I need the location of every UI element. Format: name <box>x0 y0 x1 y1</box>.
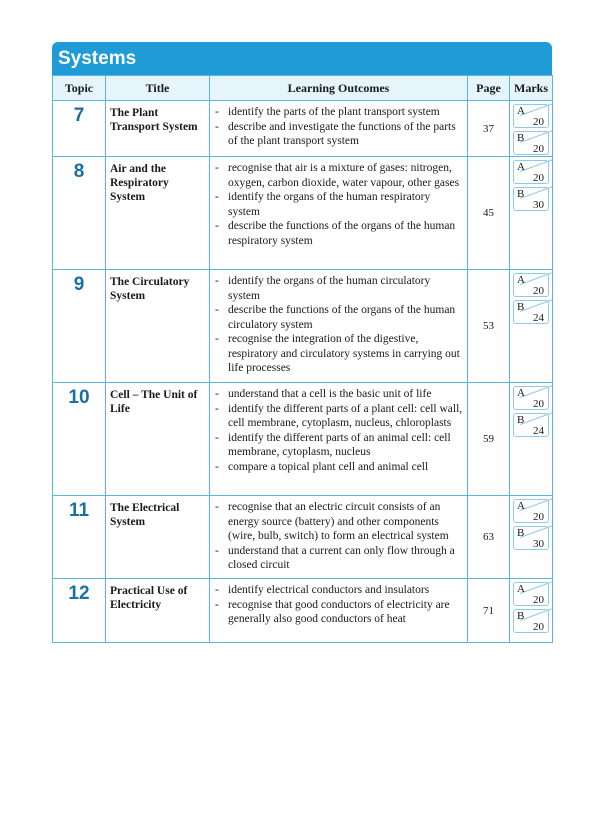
mark-box <box>513 104 549 128</box>
topic-number: 7 <box>53 101 106 157</box>
mark-divider <box>520 186 552 199</box>
mark-divider <box>520 525 552 538</box>
learning-outcomes <box>210 496 468 579</box>
mark-divider <box>520 130 552 143</box>
topic-title: The Circulatory System <box>106 270 210 383</box>
page-number: 63 <box>468 496 510 579</box>
mark-part-label: B <box>517 301 525 313</box>
marks-header: Marks <box>510 76 553 101</box>
topic-number: 10 <box>53 383 106 496</box>
topic-title: Cell – The Unit of Life <box>106 383 210 496</box>
learning-outcomes <box>210 101 468 157</box>
outcome-item: - identify the different parts of a plant cell: cell wall, cell membrane, cytoplasm, nucleus, chloroplasts <box>214 402 464 431</box>
mark-total: 20 <box>533 172 544 184</box>
page-number: 71 <box>468 579 510 643</box>
table-row <box>53 579 553 643</box>
title-header: Title <box>106 76 210 101</box>
topic-title: Practical Use of Electricity <box>106 579 210 643</box>
outcomes-list <box>214 161 464 248</box>
topic-number: 11 <box>53 496 106 579</box>
mark-part-label: A <box>517 161 525 173</box>
outcome-item: - recognise that an electric circuit consists of an energy source (battery) and other components (wire, bulb, switch) to form an electrical system <box>214 500 464 544</box>
topic-number: 8 <box>53 157 106 270</box>
mark-total: 20 <box>533 594 544 606</box>
outcome-item: - describe the functions of the organs of the human circulatory system <box>214 303 464 332</box>
outcomes-list <box>214 500 464 573</box>
outcome-item: - identify the parts of the plant transport system <box>214 105 464 120</box>
learning-outcomes <box>210 383 468 496</box>
mark-total: 20 <box>533 621 544 633</box>
mark-box <box>513 300 549 324</box>
outcomes-header: Learning Outcomes <box>210 76 468 101</box>
mark-part-label: B <box>517 527 525 539</box>
marks-cell <box>510 579 553 643</box>
table-row <box>53 383 553 496</box>
outcome-item: - identify the different parts of an animal cell: cell membrane, cytoplasm, nucleus <box>214 431 464 460</box>
outcome-item: - identify the organs of the human circulatory system <box>214 274 464 303</box>
marks-cell <box>510 101 553 157</box>
page-number: 45 <box>468 157 510 270</box>
learning-outcomes <box>210 579 468 643</box>
topic-header: Topic <box>53 76 106 101</box>
table-row <box>53 157 553 270</box>
mark-box <box>513 187 549 211</box>
topic-number: 9 <box>53 270 106 383</box>
header-row <box>53 76 553 101</box>
page-number: 37 <box>468 101 510 157</box>
mark-part-label: A <box>517 387 525 399</box>
mark-total: 20 <box>533 143 544 155</box>
mark-total: 30 <box>533 538 544 550</box>
mark-box <box>513 582 549 606</box>
mark-part-label: B <box>517 610 525 622</box>
outcomes-list <box>214 274 464 376</box>
page-number: 59 <box>468 383 510 496</box>
learning-outcomes <box>210 157 468 270</box>
mark-part-label: B <box>517 188 525 200</box>
table-row <box>53 101 553 157</box>
mark-part-label: A <box>517 274 525 286</box>
outcomes-list <box>214 583 464 627</box>
topic-number: 12 <box>53 579 106 643</box>
mark-box <box>513 386 549 410</box>
mark-part-label: A <box>517 583 525 595</box>
mark-box <box>513 131 549 155</box>
outcome-item: - identify electrical conductors and insulators <box>214 583 464 598</box>
mark-box <box>513 273 549 297</box>
mark-box <box>513 526 549 550</box>
mark-total: 20 <box>533 398 544 410</box>
mark-divider <box>520 608 552 621</box>
outcome-item: - recognise the integration of the digestive, respiratory and circulatory systems in carrying out life processes <box>214 332 464 376</box>
outcome-item: - compare a topical plant cell and animal cell <box>214 460 464 475</box>
mark-total: 24 <box>533 312 544 324</box>
topic-title: The Electrical System <box>106 496 210 579</box>
outcomes-list <box>214 105 464 149</box>
outcome-item: - understand that a current can only flow through a closed circuit <box>214 544 464 573</box>
outcome-item: - understand that a cell is the basic unit of life <box>214 387 464 402</box>
learning-outcomes <box>210 270 468 383</box>
mark-part-label: B <box>517 132 525 144</box>
topic-title: The Plant Transport System <box>106 101 210 157</box>
marks-cell <box>510 496 553 579</box>
marks-cell <box>510 157 553 270</box>
outcome-item: - recognise that good conductors of electricity are generally also good conductors of heat <box>214 598 464 627</box>
mark-part-label: A <box>517 500 525 512</box>
mark-box <box>513 413 549 437</box>
mark-box <box>513 160 549 184</box>
marks-cell <box>510 383 553 496</box>
mark-part-label: A <box>517 105 525 117</box>
outcome-item: - identify the organs of the human respiratory system <box>214 190 464 219</box>
mark-total: 20 <box>533 511 544 523</box>
outcome-item: - describe the functions of the organs of the human respiratory system <box>214 219 464 248</box>
mark-box <box>513 609 549 633</box>
table-row <box>53 496 553 579</box>
section-title: Systems <box>58 48 137 69</box>
mark-total: 30 <box>533 199 544 211</box>
page-number: 53 <box>468 270 510 383</box>
systems-table <box>52 75 553 643</box>
section-header <box>52 42 552 75</box>
outcome-item: - describe and investigate the functions of the parts of the plant transport system <box>214 120 464 149</box>
page-header: Page <box>468 76 510 101</box>
marks-cell <box>510 270 553 383</box>
mark-divider <box>520 412 552 425</box>
mark-total: 24 <box>533 425 544 437</box>
systems-panel <box>52 42 552 643</box>
outcomes-list <box>214 387 464 474</box>
mark-total: 20 <box>533 285 544 297</box>
mark-part-label: B <box>517 414 525 426</box>
mark-total: 20 <box>533 116 544 128</box>
mark-divider <box>520 299 552 312</box>
table-row <box>53 270 553 383</box>
outcome-item: - recognise that air is a mixture of gases: nitrogen, oxygen, carbon dioxide, water vapour, other gases <box>214 161 464 190</box>
mark-box <box>513 499 549 523</box>
topic-title: Air and the Respiratory System <box>106 157 210 270</box>
